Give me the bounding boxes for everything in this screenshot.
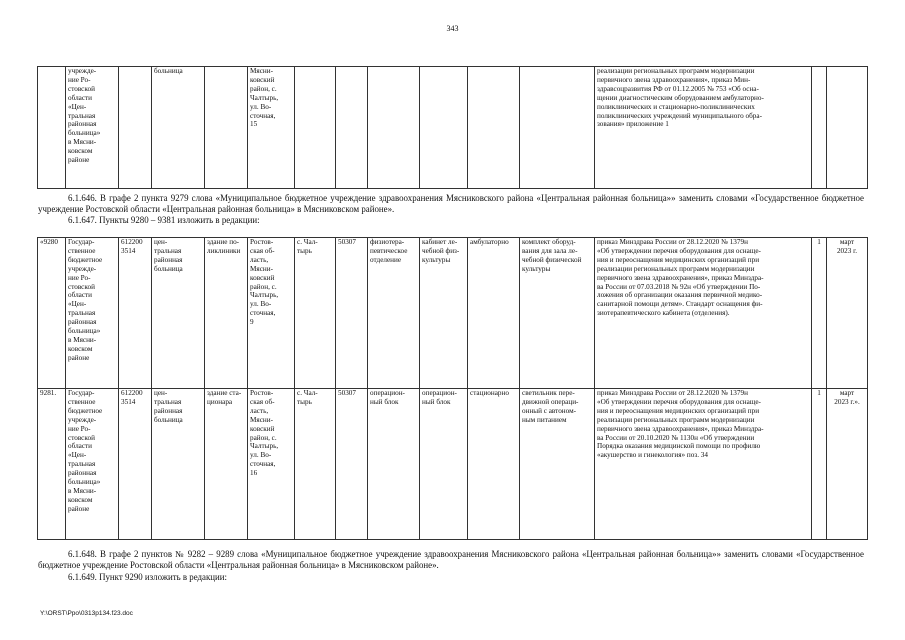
cell-address: Мясни- ковский район, с. Чалтырь, ул. Во- сточная, 15: [248, 67, 295, 189]
cell-institution: Государ- ственное бюджетное учрежде- ние Ро- стовской области «Цен- тральная районная больница» в Мясни- ковском районе: [66, 389, 119, 540]
cell-address: Ростов- ская об- ласть, Мясни- ковский район, с. Чалтырь, ул. Во- сточная, 9: [248, 238, 295, 389]
cell-type: цен- тральная районная больница: [152, 389, 205, 540]
cell-basis: приказ Минздрава России от 28.12.2020 № 1379н «Об утверждении перечня оборудования для оснаще- ния и переоснащения медицинских организаций при реализации региональных программ модернизации первичного звена здравоохранения», приказ Минздра- ва России от 07.03.2018 № 92н «Об утверждении По- ложения об организации оказания первичной медико- санитарной помощи детям». Стандарт оснащения фи- зиотерапевтического кабинета (отделения).: [595, 238, 812, 389]
cell-basis: приказ Минздрава России от 28.12.2020 № 1379н «Об утверждении перечня оборудования для оснаще- ния и переоснащения медицинских организаций при реализации региональных программ модернизации первичного звена здравоохранения», приказ Минздра- ва России от 20.10.2020 № 1130н «Об утверждении Порядка оказания медицинской помощи по профилю «акушерство и гинекология» поз. 34: [595, 389, 812, 540]
cell-department: [368, 67, 420, 189]
cell-basis: реализации региональных программ модернизации первичного звена здравоохранения», приказ Мин- здравсоцразвития РФ от 01.12.2005 № 753 «Об осна- щении диагностическим оборудованием амбулаторно- поликлинических и стационарно-поликлинических поликлинических учреждений муниципального обра- зования» приложение 1: [595, 67, 812, 189]
cell-qty: [812, 67, 827, 189]
cell-number: [38, 67, 66, 189]
cell-room: кабинет ле- чебной физ- культуры: [420, 238, 468, 389]
cell-locality: с. Чал- тырь: [295, 238, 336, 389]
paragraph-6-1-648: 6.1.648. В графе 2 пунктов № 9282 – 9289 слова «Муниципальное бюджетное учреждение здравоохранения Мясниковского района «Центральная районная больница»» заменить словами «Государственное бюджетное учреждение Ростовской области «Центральная районная больница» в Мясниковском районе».: [38, 549, 864, 570]
cell-address: Ростов- ская об- ласть, Мясни- ковский район, с. Чалтырь, ул. Во- сточная, 16: [248, 389, 295, 540]
cell-building: здание по- ликлиники: [205, 238, 248, 389]
cell-mode: стационарно: [468, 389, 520, 540]
cell-building: [205, 67, 248, 189]
cell-equipment: комплект оборуд- вания для зала ле- чебной физической культуры: [520, 238, 595, 389]
file-path-footer: Y:\ORST\Ppo\0313p134.f23.doc: [40, 610, 133, 617]
cell-qty: 1: [812, 238, 827, 389]
cell-locality: с. Чал- тырь: [295, 389, 336, 540]
cell-type: больница: [152, 67, 205, 189]
cell-type: цен- тральная районная больница: [152, 238, 205, 389]
cell-mode: [468, 67, 520, 189]
cell-inn: [119, 67, 152, 189]
cell-room: операцион- ный блок: [420, 389, 468, 540]
cell-inn: 612200 3514: [119, 389, 152, 540]
paragraph-6-1-649: 6.1.649. Пункт 9290 изложить в редакции:: [68, 572, 227, 582]
cell-number: 9281.: [38, 389, 66, 540]
cell-equipment: светильник пере- движной операци- онный с автоном- ным питанием: [520, 389, 595, 540]
paragraph-6-1-646: 6.1.646. В графе 2 пункта 9279 слова «Муниципальное бюджетное учреждение здравоохранения Мясниковского района «Центральная районная больница»» заменить словами «Государственное бюджетное учреждение Ростовской области «Центральная районная больница» в Мясниковском районе».: [38, 193, 864, 214]
cell-room: [420, 67, 468, 189]
cell-date: [827, 67, 868, 189]
cell-code: [336, 67, 368, 189]
cell-building: здание ста- ционара: [205, 389, 248, 540]
cell-equipment: [520, 67, 595, 189]
cell-number: «9280: [38, 238, 66, 389]
page-number: 343: [446, 24, 459, 33]
cell-institution: учрежде- ние Ро- стовской области «Цен- тральная районная больница» в Мясни- ковском районе: [66, 67, 119, 189]
table-row: [38, 238, 868, 389]
cell-institution: Государ- ственное бюджетное учрежде- ние Ро- стовской области «Цен- тральная районная больница» в Мясни- ковском районе: [66, 238, 119, 389]
cell-code: 50307: [336, 238, 368, 389]
cell-code: 50307: [336, 389, 368, 540]
table-row: [38, 67, 868, 189]
cell-locality: [295, 67, 336, 189]
cell-department: операцион- ный блок: [368, 389, 420, 540]
cell-date: март 2023 г.».: [827, 389, 868, 540]
cell-qty: 1: [812, 389, 827, 540]
cell-mode: амбулаторно: [468, 238, 520, 389]
cell-date: март 2023 г.: [827, 238, 868, 389]
table-top-fragment: [37, 66, 868, 189]
cell-department: физиотера- певтическое отделение: [368, 238, 420, 389]
cell-inn: 612200 3514: [119, 238, 152, 389]
table-row: [38, 389, 868, 540]
paragraph-6-1-647: 6.1.647. Пункты 9280 – 9381 изложить в редакции:: [68, 215, 260, 225]
table-main: [37, 237, 868, 540]
